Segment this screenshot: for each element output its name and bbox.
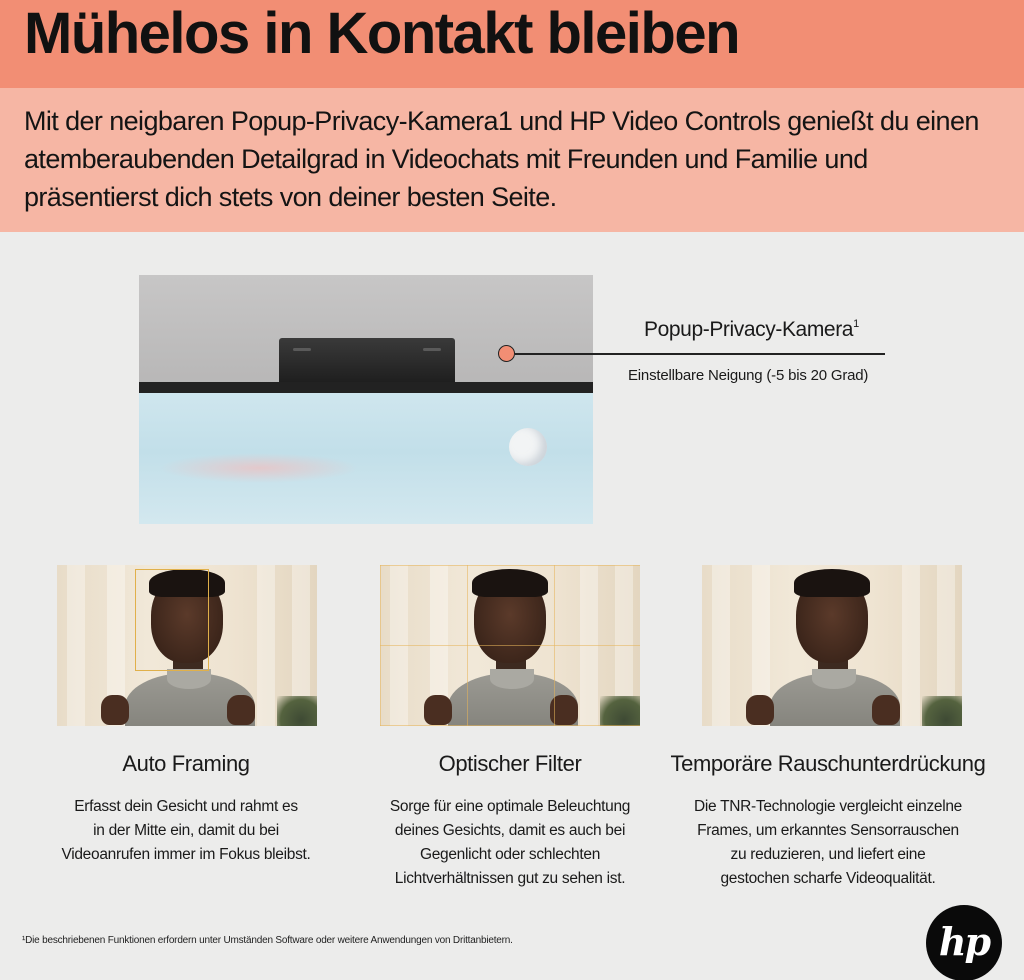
callout-line: [515, 353, 885, 355]
feature-auto-framing: [26, 565, 346, 867]
title-band: [0, 0, 1024, 88]
person-hand: [746, 695, 774, 725]
moon-graphic: [509, 428, 547, 466]
callout-dot: [498, 345, 515, 362]
feature-title: Temporäre Rauschunterdrückung: [670, 751, 986, 776]
feature-title: Auto Framing: [122, 751, 250, 776]
footnote: ¹Die beschriebenen Funktionen erfordern unter Umständen Software oder weitere Anwendungen von Drittanbietern.: [22, 935, 513, 946]
feature-description: Erfasst dein Gesicht und rahmt es in der Mitte ein, damit du bei Videoanrufen immer im Fokus bleibst.: [61, 798, 311, 863]
feature-optical-filter: [350, 565, 670, 891]
person-hand: [872, 695, 900, 725]
hp-logo: [926, 905, 1002, 980]
plant-graphic: [922, 696, 962, 726]
feature-photo: [702, 565, 962, 726]
curtain-stripe: [902, 565, 920, 726]
camera-slot: [423, 348, 441, 351]
person-hand: [101, 695, 129, 725]
hp-logo-text: hp: [938, 919, 990, 964]
curtain-stripe: [257, 565, 275, 726]
monitor-screen: [139, 393, 593, 524]
person-collar: [812, 669, 856, 689]
feature-title: Optischer Filter: [438, 751, 582, 776]
camera-illustration: [139, 275, 593, 524]
page-title: Mühelos in Kontakt bleiben: [24, 1, 740, 66]
person-hand: [227, 695, 255, 725]
feature-noise-reduction: [668, 565, 988, 891]
camera-label-text: Popup-Privacy-Kamera: [644, 318, 854, 341]
feature-photo: [380, 565, 640, 726]
cloud-graphic: [159, 453, 359, 483]
curtain-stripe: [712, 565, 730, 726]
curtain-stripe: [67, 565, 85, 726]
feature-description: Sorge für eine optimale Beleuchtung deines Gesichts, damit es auch bei Gegenlicht oder schlechten Lichtverhältnissen gut zu sehen ist.: [389, 798, 631, 887]
camera-label-footnote: 1: [853, 318, 859, 330]
camera-label: [644, 318, 859, 342]
monitor-bezel: [139, 382, 593, 393]
camera-sublabel: Einstellbare Neigung (-5 bis 20 Grad): [628, 367, 869, 384]
feature-description: Die TNR-Technologie vergleicht einzelne Frames, um erkanntes Sensorrauschen zu reduzieren, und liefert eine gestochen scharfe Videoqualität.: [693, 798, 963, 887]
popup-camera: [279, 338, 455, 382]
filter-grid-overlay: [380, 565, 640, 726]
plant-graphic: [277, 696, 317, 726]
person-collar: [167, 669, 211, 689]
person-hair: [794, 569, 870, 597]
intro-text: Mit der neigbaren Popup-Privacy-Kamera1 und HP Video Controls genießt du einen atemberaubenden Detailgrad in Videochats mit Freunden und Familie und präsentierst dich stets von deiner besten Seite.: [24, 106, 979, 212]
feature-photo: [57, 565, 317, 726]
intro-band: [0, 88, 1024, 232]
camera-slot: [293, 348, 311, 351]
auto-framing-box: [135, 569, 209, 671]
